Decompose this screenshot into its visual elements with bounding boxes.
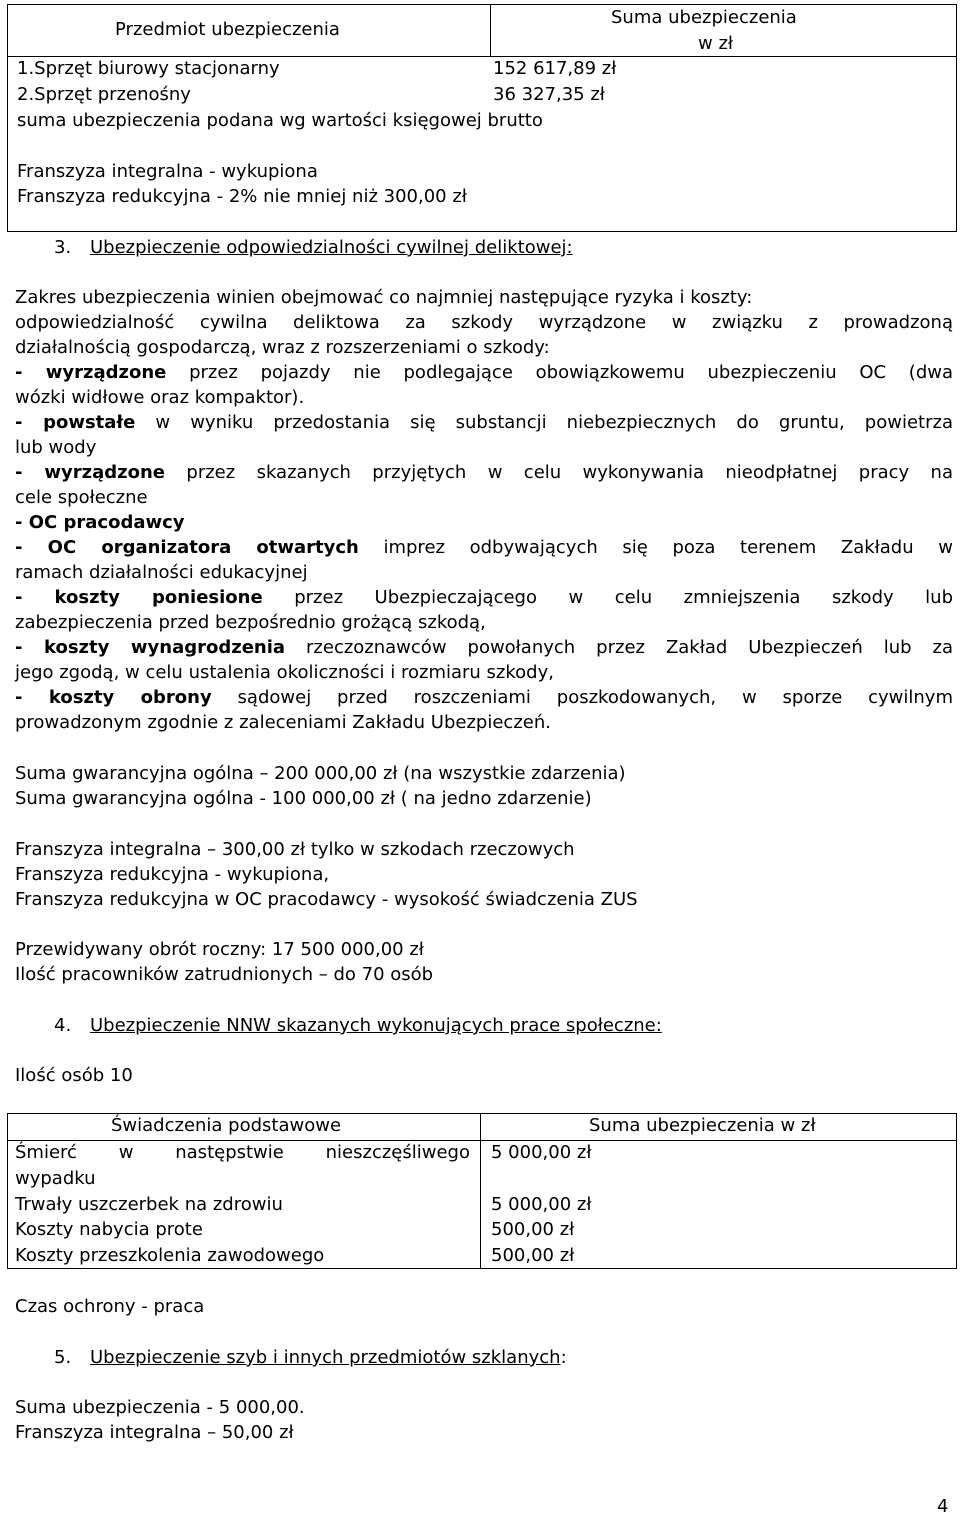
table-divider	[7, 56, 957, 57]
body-line: odpowiedzialność cywilna deliktowa za szkody wyrządzone w związku z prowadzoną	[15, 312, 953, 333]
item-text: przez pojazdy nie podlegające obowiązkowemu ubezpieczeniu OC (dwa	[166, 362, 953, 383]
item-continuation: cele społeczne	[15, 487, 148, 508]
item-continuation: prowadzonym zgodnie z zaleceniami Zakładu Ubezpieczeń.	[15, 712, 551, 733]
section-title-text: Ubezpieczenie odpowiedzialności cywilnej deliktowej:	[90, 237, 573, 258]
franchise-line: Franszyza redukcyjna - 2% nie mniej niż 300,00 zł	[17, 186, 467, 207]
page-number: 4	[937, 1496, 949, 1517]
section-title-text: Ubezpieczenie szyb i innych przedmiotów szklanych	[90, 1347, 561, 1368]
table-note: suma ubezpieczenia podana wg wartości księgowej brutto	[17, 110, 543, 131]
row-item: 2.Sprzęt przenośny	[17, 84, 191, 105]
list-item	[15, 462, 953, 484]
section-title	[90, 237, 573, 259]
row-value: 500,00 zł	[491, 1245, 575, 1266]
franchise-line: Franszyza integralna – 50,00 zł	[15, 1422, 294, 1443]
header-sum-unit: w zł	[698, 33, 734, 54]
item-lead: - koszty poniesione	[15, 587, 263, 608]
table-divider	[7, 1140, 957, 1141]
row-value: 152 617,89 zł	[493, 58, 617, 79]
item-lead: - OC organizatora otwartych	[15, 537, 359, 558]
item-text: w wyniku przedostania się substancji niebezpiecznych do gruntu, powietrza	[135, 412, 953, 433]
item-text: przez Ubezpieczającego w celu zmniejszenia szkody lub	[262, 587, 953, 608]
list-item	[15, 512, 185, 534]
item-text: sądowej przed roszczeniami poszkodowanych, w sporze cywilnym	[211, 687, 953, 708]
item-lead: - koszty obrony	[15, 687, 212, 708]
list-item	[15, 687, 953, 709]
franchise-line: Franszyza integralna - wykupiona	[17, 161, 318, 182]
header-sum: Suma ubezpieczenia	[611, 7, 797, 28]
persons-count: Ilość osób 10	[15, 1065, 133, 1086]
section-title	[90, 1347, 567, 1369]
item-continuation: zabezpieczenia przed bezpośrednio grożącą szkodą,	[15, 612, 486, 633]
table-divider	[480, 1113, 481, 1269]
item-lead: - koszty wynagrodzenia	[15, 637, 286, 658]
list-item	[15, 362, 953, 384]
employee-count: Ilość pracowników zatrudnionych – do 70 osób	[15, 964, 434, 985]
header-sum: Suma ubezpieczenia w zł	[589, 1115, 816, 1136]
item-continuation: wózki widłowe oraz kompaktor).	[15, 387, 305, 408]
item-text: rzeczoznawców powołanych przez Zakład Ubezpieczeń lub za	[285, 637, 953, 658]
item-lead: - powstałe	[15, 412, 136, 433]
header-subject: Przedmiot ubezpieczenia	[115, 19, 340, 40]
item-text: przez skazanych przyjętych w celu wykonywania nieodpłatnej pracy na	[165, 462, 953, 483]
section-title-colon: :	[560, 1347, 567, 1368]
section-title	[90, 1015, 662, 1037]
franchise-line: Franszyza integralna – 300,00 zł tylko w szkodach rzeczowych	[15, 839, 575, 860]
franchise-line: Franszyza redukcyjna w OC pracodawcy - wysokość świadczenia ZUS	[15, 889, 638, 910]
row-value: 500,00 zł	[491, 1219, 575, 1240]
row-label: Śmierć w następstwie nieszczęśliwego	[15, 1142, 470, 1163]
section-number: 4.	[54, 1015, 72, 1036]
row-label: Koszty nabycia prote	[15, 1219, 203, 1240]
insurance-sum: Suma ubezpieczenia - 5 000,00.	[15, 1397, 305, 1418]
section-number: 5.	[54, 1347, 72, 1368]
table-divider	[490, 4, 491, 56]
list-item	[15, 587, 953, 609]
body-line: działalnością gospodarczą, wraz z rozszerzeniami o szkody:	[15, 337, 550, 358]
row-label: Trwały uszczerbek na zdrowiu	[15, 1194, 283, 1215]
header-benefits: Świadczenia podstawowe	[111, 1115, 342, 1136]
franchise-line: Franszyza redukcyjna - wykupiona,	[15, 864, 330, 885]
scope-intro: Zakres ubezpieczenia winien obejmować co najmniej następujące ryzyka i koszty:	[15, 287, 753, 308]
annual-turnover: Przewidywany obrót roczny: 17 500 000,00 zł	[15, 939, 424, 960]
guarantee-sum: Suma gwarancyjna ogólna – 200 000,00 zł (na wszystkie zdarzenia)	[15, 763, 626, 784]
row-item: 1.Sprzęt biurowy stacjonarny	[17, 58, 280, 79]
item-continuation: lub wody	[15, 437, 97, 458]
item-text: imprez odbywających się poza terenem Zakładu w	[358, 537, 953, 558]
item-lead: - wyrządzone	[15, 462, 166, 483]
section-title-text: Ubezpieczenie NNW skazanych wykonujących prace społeczne:	[90, 1015, 662, 1036]
section-number: 3.	[54, 237, 72, 258]
item-continuation: jego zgodą, w celu ustalenia okoliczności i rozmiaru szkody,	[15, 662, 554, 683]
protection-time: Czas ochrony - praca	[15, 1296, 205, 1317]
list-item	[15, 537, 953, 559]
row-value: 36 327,35 zł	[493, 84, 605, 105]
list-item	[15, 637, 953, 659]
row-label: wypadku	[15, 1168, 96, 1189]
guarantee-sum: Suma gwarancyjna ogólna - 100 000,00 zł ( na jedno zdarzenie)	[15, 788, 592, 809]
item-continuation: ramach działalności edukacyjnej	[15, 562, 308, 583]
row-value: 5 000,00 zł	[491, 1142, 592, 1163]
item-lead: - wyrządzone	[15, 362, 167, 383]
row-label: Koszty przeszkolenia zawodowego	[15, 1245, 325, 1266]
list-item	[15, 412, 953, 434]
row-value: 5 000,00 zł	[491, 1194, 592, 1215]
item-lead: - OC pracodawcy	[15, 512, 185, 533]
